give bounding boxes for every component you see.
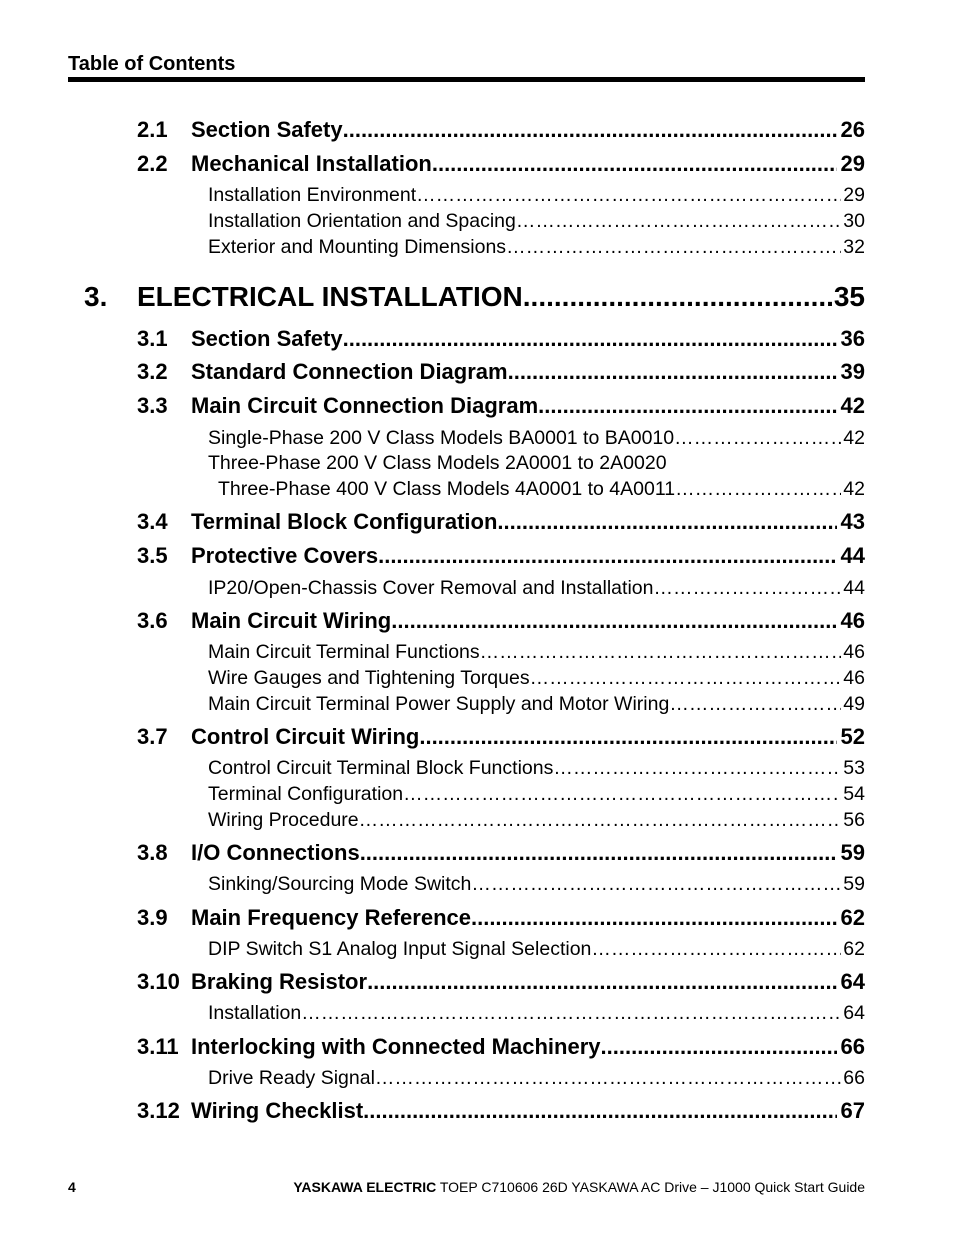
dot-leader — [480, 641, 842, 664]
page-number: 26 — [840, 117, 865, 142]
toc-entry-3-10[interactable] — [137, 969, 865, 995]
running-header: Table of Contents — [68, 53, 236, 75]
toc-entry-2-1[interactable] — [137, 117, 865, 143]
subentry-title: Three-Phase 400 V Class Models 4A0001 to 4A0011 — [218, 478, 676, 500]
subentry-title: Terminal Configuration — [208, 783, 404, 805]
page-number: 44 — [843, 577, 865, 599]
page-number: 59 — [840, 840, 865, 865]
dot-leader — [391, 608, 836, 634]
section-number: 3.4 — [137, 509, 168, 534]
page-number: 46 — [843, 641, 865, 663]
dot-leader — [343, 326, 837, 352]
dot-leader — [471, 905, 837, 931]
page-number: 32 — [843, 236, 865, 258]
section-title: Section Safety — [191, 326, 343, 351]
section-title: Protective Covers — [191, 543, 379, 568]
section-title: Interlocking with Connected Machinery — [191, 1034, 601, 1059]
section-title: Main Circuit Wiring — [191, 608, 392, 633]
section-title: I/O Connections — [191, 840, 360, 865]
dot-leader — [591, 938, 841, 961]
toc-entry-3-2[interactable] — [137, 359, 865, 385]
toc-subentry[interactable] — [208, 667, 865, 690]
dot-leader — [432, 151, 837, 177]
footer-brand: YASKAWA ELECTRIC — [293, 1179, 437, 1195]
toc-subentry[interactable] — [208, 873, 865, 896]
section-title: Braking Resistor — [191, 969, 368, 994]
page-number: 30 — [843, 210, 865, 232]
toc-entry-3-11[interactable] — [137, 1034, 865, 1060]
section-number: 3.7 — [137, 724, 168, 749]
footer-doc-info — [293, 1179, 865, 1195]
page-number: 29 — [843, 184, 865, 206]
subentry-title: Installation Orientation and Spacing — [208, 210, 516, 232]
section-number: 3.1 — [137, 326, 168, 351]
dot-leader — [367, 969, 836, 995]
toc-subentry[interactable] — [208, 1002, 865, 1025]
footer-page-number: 4 — [68, 1179, 76, 1195]
subentry-title: Wiring Procedure — [208, 809, 359, 831]
section-number: 3.11 — [137, 1034, 179, 1059]
toc-subentry[interactable] — [208, 783, 865, 806]
toc-entry-2-2[interactable] — [137, 151, 865, 177]
dot-leader — [508, 359, 837, 385]
section-title: Wiring Checklist — [191, 1098, 364, 1123]
page-number: 43 — [840, 509, 865, 534]
dot-leader — [343, 117, 837, 143]
dot-leader — [601, 1034, 837, 1060]
toc-subentry[interactable] — [208, 236, 865, 259]
page-number: 39 — [840, 359, 865, 384]
dot-leader — [419, 724, 836, 750]
subentry-title: Control Circuit Terminal Block Functions — [208, 757, 554, 779]
page-number: 64 — [843, 1002, 865, 1024]
section-number: 3.12 — [137, 1098, 180, 1123]
dot-leader — [363, 1098, 836, 1124]
toc-entry-3-3[interactable] — [137, 393, 865, 419]
dot-leader — [506, 236, 841, 259]
toc-subentry[interactable] — [208, 809, 865, 832]
toc-entry-3-7[interactable] — [137, 724, 865, 750]
dot-leader — [359, 809, 842, 832]
section-number: 3.6 — [137, 608, 168, 633]
subentry-title: Single-Phase 200 V Class Models BA0001 to BA0010 — [208, 427, 675, 449]
subentry-title: Installation Environment — [208, 184, 417, 206]
toc-entry-3-5[interactable] — [137, 543, 865, 569]
toc-subentry[interactable] — [208, 184, 865, 207]
toc-entry-3-12[interactable] — [137, 1098, 865, 1124]
section-number: 3.9 — [137, 905, 168, 930]
page-number: 67 — [840, 1098, 865, 1123]
section-number: 3.3 — [137, 393, 168, 418]
page-number: 56 — [843, 809, 865, 831]
toc-entry-3-1[interactable] — [137, 326, 865, 352]
chapter-title: ELECTRICAL INSTALLATION — [137, 281, 523, 312]
page-number: 46 — [840, 608, 865, 633]
toc-subentry[interactable] — [208, 1067, 865, 1090]
dot-leader — [669, 693, 841, 716]
section-number: 2.1 — [137, 117, 168, 142]
toc-subentry[interactable] — [208, 938, 865, 961]
dot-leader — [674, 427, 841, 450]
dot-leader — [497, 509, 836, 535]
subentry-title: Wire Gauges and Tightening Torques — [208, 667, 530, 689]
section-title: Section Safety — [191, 117, 343, 142]
page-number: 42 — [840, 393, 865, 418]
toc-subentry[interactable] — [218, 478, 865, 501]
dot-leader — [378, 543, 836, 569]
toc-entry-3-9[interactable] — [137, 905, 865, 931]
footer-doc-title: TOEP C710606 26D YASKAWA AC Drive – J1000 Quick Start Guide — [439, 1179, 865, 1195]
subentry-title: Exterior and Mounting Dimensions — [208, 236, 507, 258]
dot-leader — [301, 1002, 841, 1025]
section-title: Mechanical Installation — [191, 151, 432, 176]
section-title: Standard Connection Diagram — [191, 359, 508, 384]
section-title: Terminal Block Configuration — [191, 509, 498, 534]
section-title: Control Circuit Wiring — [191, 724, 420, 749]
dot-leader — [360, 840, 837, 866]
toc-entry-3-8[interactable] — [137, 840, 865, 866]
page-number: 49 — [843, 693, 865, 715]
subentry-title: DIP Switch S1 Analog Input Signal Selection — [208, 938, 592, 960]
page-number: 36 — [840, 326, 865, 351]
toc-subentry[interactable] — [208, 577, 865, 600]
page-number: 44 — [840, 543, 865, 568]
dot-leader — [675, 478, 841, 501]
toc-subentry[interactable] — [208, 757, 865, 780]
page-number: 66 — [843, 1067, 865, 1089]
dot-leader — [523, 281, 832, 313]
page-number: 52 — [840, 724, 865, 749]
section-number: 3.8 — [137, 840, 168, 865]
toc-subentry[interactable] — [208, 641, 865, 664]
page-number: 62 — [840, 905, 865, 930]
toc-entry-3-4[interactable] — [137, 509, 865, 535]
toc-subentry[interactable] — [208, 427, 865, 450]
toc-subentry-title-line[interactable]: Three-Phase 200 V Class Models 2A0001 to 2A0020 — [208, 452, 667, 474]
page-number: 29 — [840, 151, 865, 176]
dot-leader — [538, 393, 836, 419]
subentry-title: IP20/Open-Chassis Cover Removal and Installation — [208, 577, 654, 599]
page-number: 66 — [840, 1034, 865, 1059]
page-number: 35 — [833, 281, 865, 312]
dot-leader — [516, 210, 841, 233]
page-number: 53 — [843, 757, 865, 779]
section-number: 3.5 — [137, 543, 168, 568]
page-number: 59 — [843, 873, 865, 895]
dot-leader — [471, 873, 841, 896]
page-number: 42 — [843, 427, 865, 449]
page-number: 64 — [840, 969, 865, 994]
dot-leader — [416, 184, 841, 207]
toc-subentry[interactable] — [208, 693, 865, 716]
subentry-title: Main Circuit Terminal Power Supply and Motor Wiring — [208, 693, 670, 715]
dot-leader — [375, 1067, 841, 1090]
section-title: Main Circuit Connection Diagram — [191, 393, 539, 418]
page-number: 62 — [843, 938, 865, 960]
toc-entry-3-6[interactable] — [137, 608, 865, 634]
toc-subentry[interactable] — [208, 210, 865, 233]
chapter-number: 3. — [84, 281, 108, 312]
dot-leader — [653, 577, 841, 600]
subentry-title: Sinking/Sourcing Mode Switch — [208, 873, 472, 895]
dot-leader — [553, 757, 841, 780]
section-title: Main Frequency Reference — [191, 905, 471, 930]
page-number: 42 — [843, 478, 865, 500]
subentry-title: Installation — [208, 1002, 302, 1024]
dot-leader — [530, 667, 842, 690]
subentry-title: Main Circuit Terminal Functions — [208, 641, 480, 663]
toc-chapter-3[interactable] — [84, 281, 865, 313]
page-number: 54 — [843, 783, 865, 805]
section-number: 3.10 — [137, 969, 180, 994]
section-number: 3.2 — [137, 359, 168, 384]
page-number: 46 — [843, 667, 865, 689]
section-number: 2.2 — [137, 151, 168, 176]
dot-leader — [403, 783, 841, 806]
subentry-title: Drive Ready Signal — [208, 1067, 375, 1089]
